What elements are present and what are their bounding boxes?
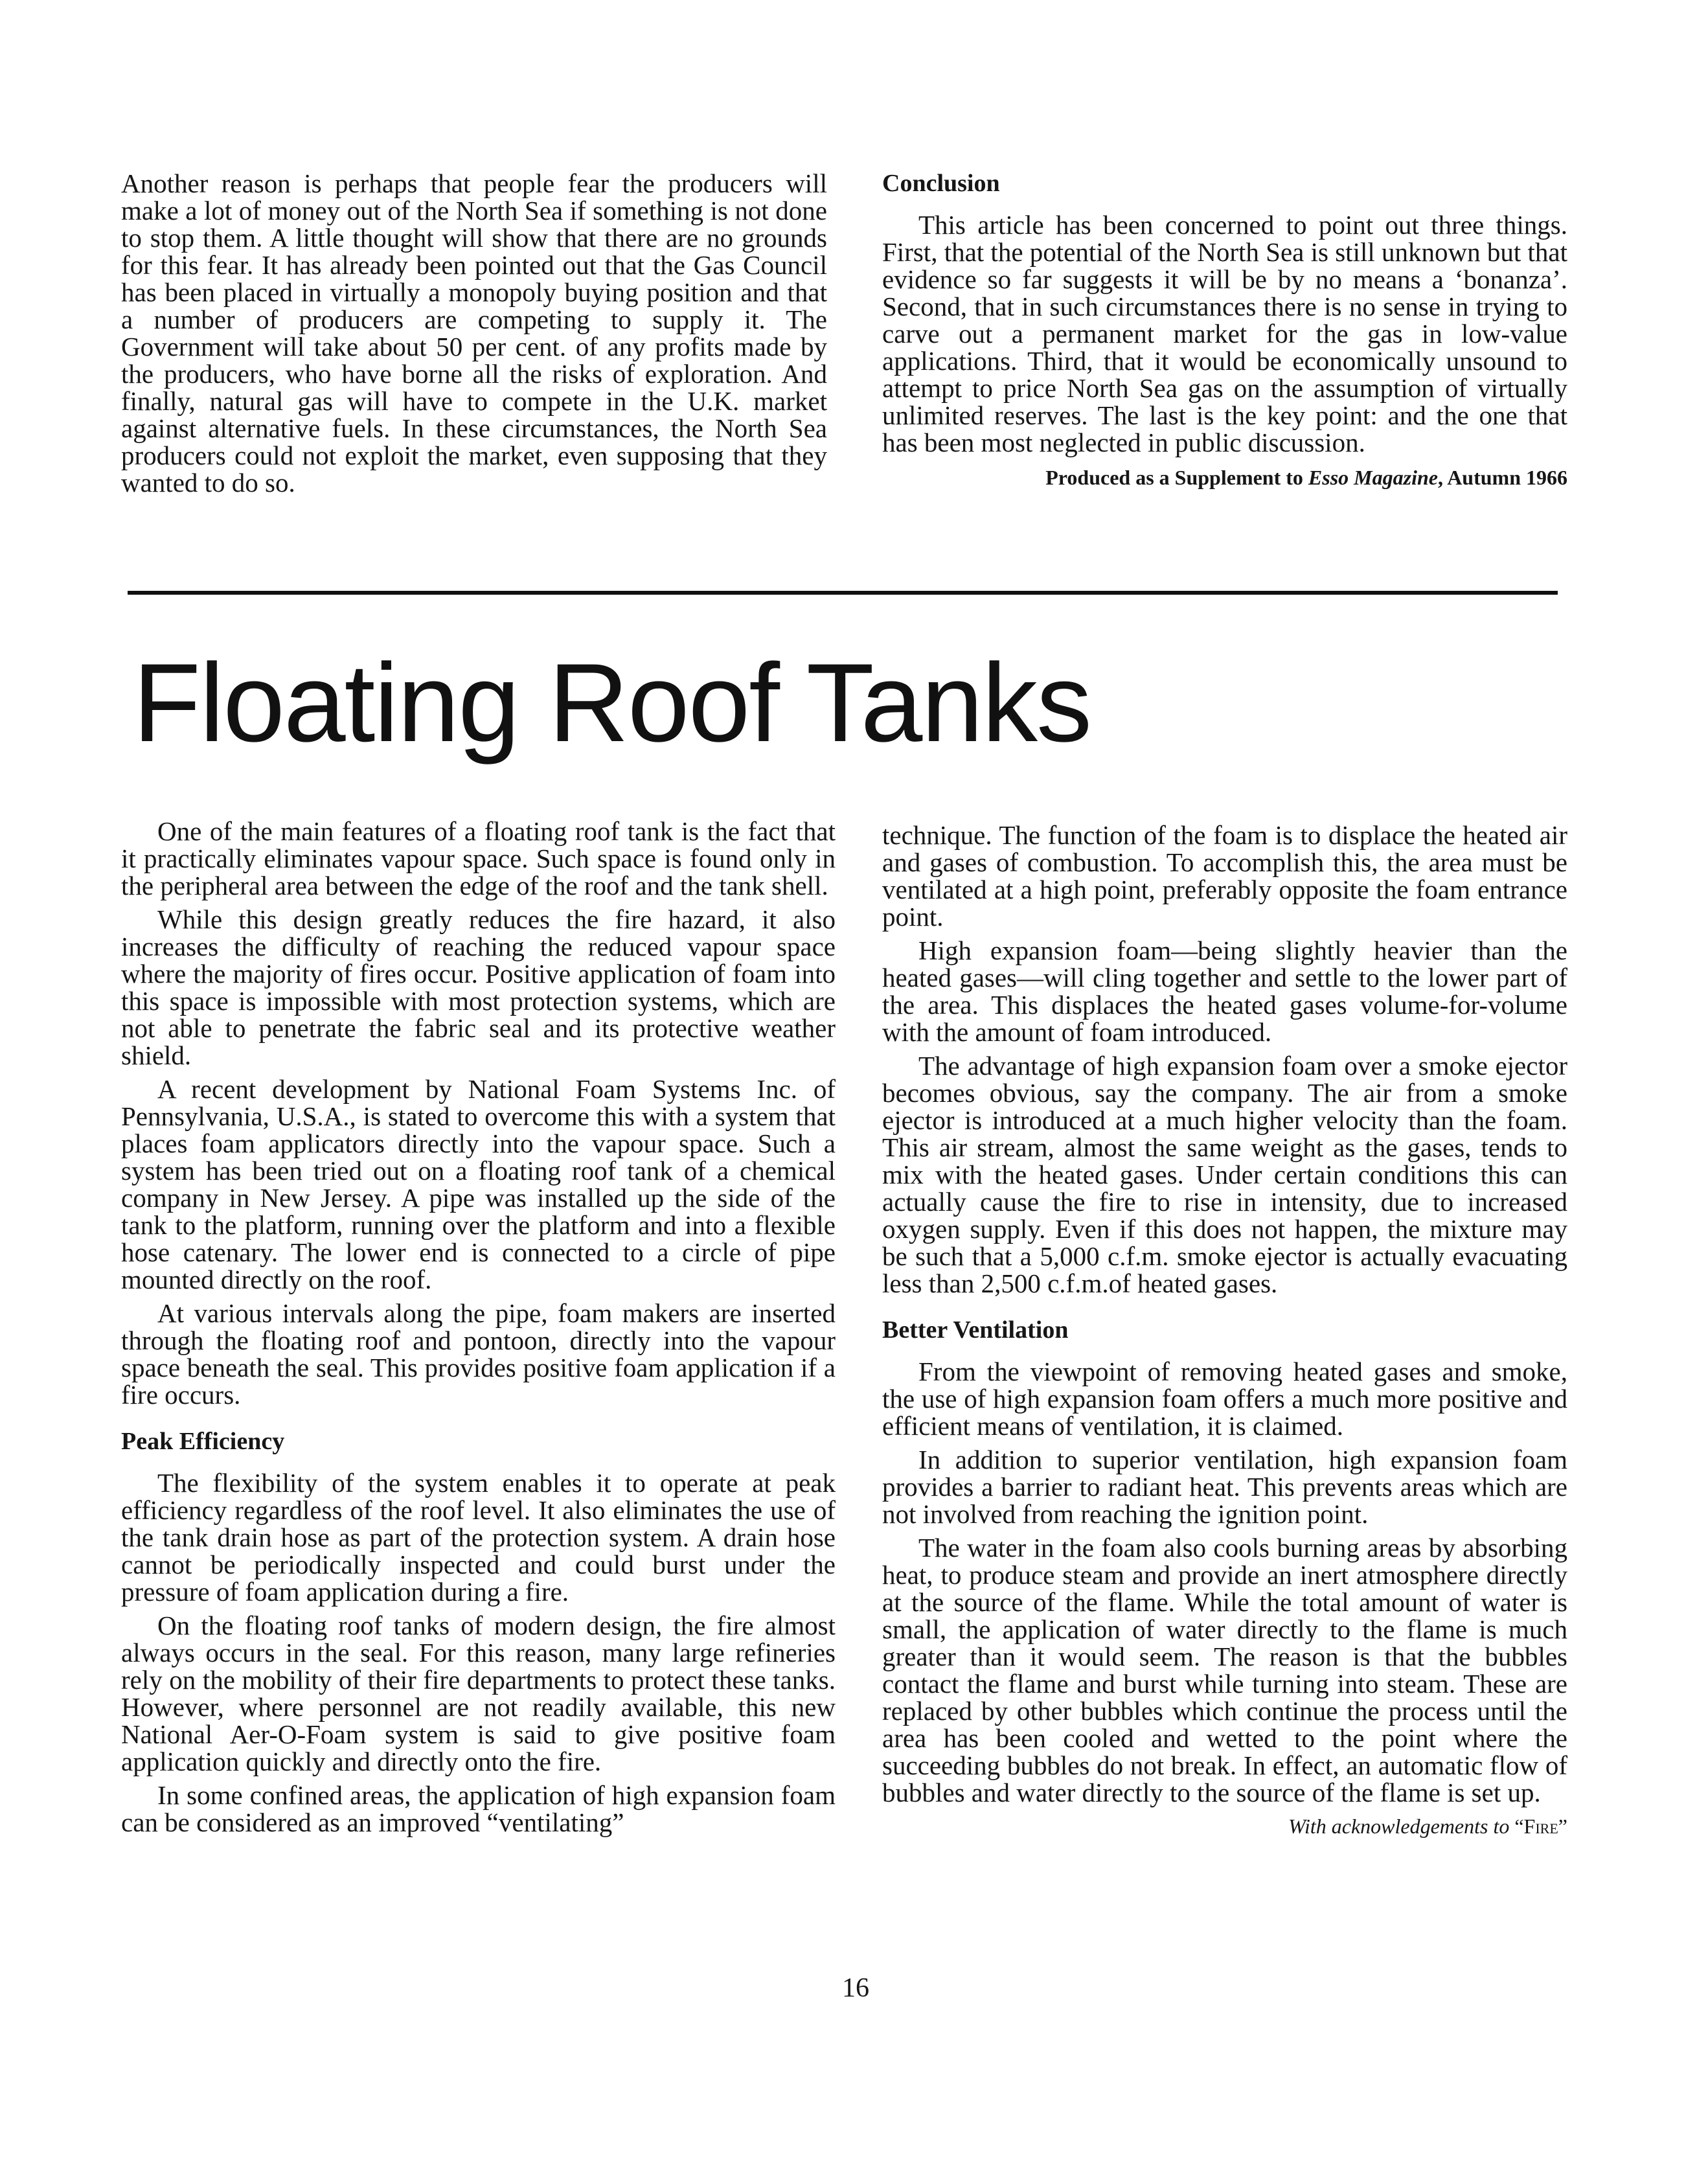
- credit-prefix: Produced as a Supplement to: [1045, 466, 1303, 489]
- peak-efficiency-heading: Peak Efficiency: [121, 1428, 285, 1455]
- supplement-credit: [882, 464, 1567, 491]
- paragraph: The water in the foam also cools burning areas by absorbing heat, to produce steam and provide an inert atmosphere directly at the source of the flame. While the total amount of water is small, the application of water directly to the flame is much greater than it would seem. The reason is that the bubbles contact the flame and burst while turning into steam. These are replaced by other bubbles which continue the process until the area has been cooled and wetted to the point where the succeeding bubbles do not break. In effect, an automatic flow of bubbles and water directly to the source of the flame is set up.: [882, 1533, 1567, 1807]
- section-divider: [128, 591, 1558, 595]
- ack-source: “Fire”: [1514, 1815, 1567, 1838]
- paragraph: While this design greatly reduces the fire hazard, it also increases the difficulty of reaching the reduced vapour space where the majority of fires occur. Positive application of foam into this space is impossible with most protection systems, which are not able to penetrate the fabric seal and its protective weather shield.: [121, 904, 836, 1070]
- conclusion-heading: Conclusion: [882, 170, 1000, 197]
- ack-prefix: With acknowledgements to: [1288, 1815, 1510, 1838]
- page-number: 16: [842, 1973, 869, 2003]
- conclusion-column: [882, 170, 1567, 491]
- paragraph: High expansion foam—being slightly heavier than the heated gases—will cling together and settle to the lower part of the area. This displaces the heated gases volume-for-volume with the amount of foam introduced.: [882, 935, 1567, 1047]
- better-ventilation-heading: Better Ventilation: [882, 1316, 1069, 1344]
- paragraph: The flexibility of the system enables it to operate at peak efficiency regardless of the roof level. It also eliminates the use of the tank drain hose as part of the protection system. A drain hose cannot be periodically inspected and could burst under the pressure of foam application during a fire.: [121, 1468, 836, 1607]
- credit-magazine: Esso Magazine: [1308, 466, 1438, 489]
- article-title: Floating Roof Tanks: [133, 641, 1091, 765]
- top-left-column: [121, 170, 827, 503]
- paragraph: One of the main features of a floating roof tank is the fact that it practically eliminates vapour space. Such space is found only in the peripheral area between the edge of the roof and the tank shell.: [121, 816, 836, 900]
- article-right-column: [882, 821, 1567, 1840]
- paragraph: In some confined areas, the application of high expansion foam can be considered as an improved “ventilating”: [121, 1780, 836, 1837]
- paragraph: Another reason is perhaps that people fear the producers will make a lot of money out of the North Sea if something is not done to stop them. A little thought will show that there are no grounds for this fear. It has already been pointed out that the Gas Council has been placed in virtually a monopoly buying position and that a number of producers are competing to supply it. The Government will take about 50 per cent. of any profits made by the producers, who have borne all the risks of exploration. And finally, natural gas will have to compete in the U.K. market against alternative fuels. In these circumstances, the North Sea producers could not exploit the market, even supposing that they wanted to do so.: [121, 168, 827, 498]
- paragraph: On the floating roof tanks of modern design, the fire almost always occurs in the seal. For this reason, many large refineries rely on the mobility of their fire departments to protect these tanks. However, where personnel are not readily available, this new National Aer-O-Foam system is said to give positive foam application quickly and directly onto the fire.: [121, 1610, 836, 1776]
- paragraph: In addition to superior ventilation, high expansion foam provides a barrier to radiant heat. This prevents areas which are not involved from reaching the ignition point.: [882, 1445, 1567, 1529]
- acknowledgement: [882, 1813, 1567, 1840]
- credit-suffix: , Autumn 1966: [1437, 466, 1567, 489]
- paragraph: This article has been concerned to point out three things. First, that the potential of the North Sea is still unknown but that evidence so far suggests it will be by no means a ‘bonanza’. Second, that in such circumstances there is no sense in trying to carve out a permanent market for the gas in low-value applications. Third, that it would be economically unsound to attempt to price North Sea gas on the assumption of virtually unlimited reserves. The last is the key point: and the one that has been most neglected in public discussion.: [882, 210, 1567, 457]
- article-left-column: [121, 818, 836, 1842]
- paragraph: A recent development by National Foam Systems Inc. of Pennsylvania, U.S.A., is stated to overcome this with a system that places foam applicators directly into the vapour space. Such a system has been tried out on a floating roof tank of a chemical company in New Jersey. A pipe was installed up the side of the tank to the platform, running over the platform and into a flexible hose catenary. The lower end is connected to a circle of pipe mounted directly on the roof.: [121, 1074, 836, 1294]
- paragraph: At various intervals along the pipe, foam makers are inserted through the floating roof and pontoon, directly into the vapour space beneath the seal. This provides positive foam application if a fire occurs.: [121, 1298, 836, 1410]
- paragraph: From the viewpoint of removing heated gases and smoke, the use of high expansion foam offers a much more positive and efficient means of ventilation, it is claimed.: [882, 1357, 1567, 1441]
- paragraph: The advantage of high expansion foam over a smoke ejector becomes obvious, say the company. The air from a smoke ejector is introduced at a much higher velocity than the foam. This air stream, almost the same weight as the gases, tends to mix with the heated gases. Under certain conditions this can actually cause the fire to rise in intensity, due to increased oxygen supply. Even if this does not happen, the mixture may be such that a 5,000 c.f.m. smoke ejector is actually evacuating less than 2,500 c.f.m.of heated gases.: [882, 1051, 1567, 1298]
- paragraph: technique. The function of the foam is to displace the heated air and gases of combustion. To accomplish this, the area must be ventilated at a high point, preferably opposite the foam entrance point.: [882, 820, 1567, 932]
